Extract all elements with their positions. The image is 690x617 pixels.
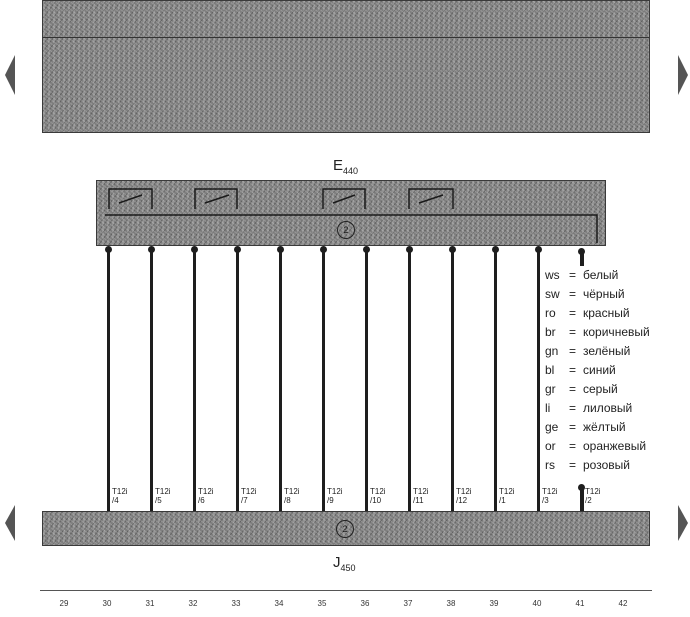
ruler-tick: 39: [489, 599, 499, 608]
legend-code: gn: [545, 344, 559, 358]
legend-row: [545, 437, 650, 456]
page-ruler-line: [40, 590, 652, 591]
legend-eq: =: [569, 363, 577, 377]
legend-name: жёлтый: [583, 420, 626, 434]
legend-name: красный: [583, 306, 630, 320]
pin-connector: T12i: [456, 487, 472, 496]
pin-number: /8: [284, 496, 291, 505]
pin-connector: T12i: [155, 487, 171, 496]
pin-label-8: [413, 487, 429, 505]
ruler-tick: 34: [274, 599, 284, 608]
pin-connector: T12i: [499, 487, 515, 496]
switch-4-contact: [419, 195, 443, 203]
legend-eq: =: [569, 268, 577, 282]
pin-label-11: [542, 487, 558, 505]
pin-number: /5: [155, 496, 162, 505]
legend-row: [545, 266, 650, 285]
j450-control-unit-block: [42, 511, 650, 546]
legend-eq: =: [569, 382, 577, 396]
switch-2-contact: [205, 195, 229, 203]
pin-label-9: [456, 487, 472, 505]
legend-code: br: [545, 325, 556, 339]
pin-connector: T12i: [413, 487, 429, 496]
legend-eq: =: [569, 325, 577, 339]
pin-label-1: [112, 487, 128, 505]
legend-name: коричневый: [583, 325, 650, 339]
wire-8: [408, 250, 411, 512]
wire-12-lower: [580, 488, 584, 512]
e-block-marker: 2: [337, 221, 355, 239]
pin-number: /7: [241, 496, 248, 505]
pin-number: /1: [499, 496, 506, 505]
wire-4: [236, 250, 239, 512]
next-page-arrow-bottom-icon[interactable]: [678, 505, 688, 541]
j-block-marker: 2: [336, 520, 354, 538]
component-j-name: J: [333, 554, 341, 571]
ruler-tick: 35: [317, 599, 327, 608]
legend-code: or: [545, 439, 556, 453]
legend-name: оранжевый: [583, 439, 647, 453]
pin-connector: T12i: [370, 487, 386, 496]
pin-connector: T12i: [542, 487, 558, 496]
legend-eq: =: [569, 439, 577, 453]
pin-label-5: [284, 487, 300, 505]
switch-1-contact: [119, 195, 142, 203]
wire-12: [580, 252, 584, 266]
pin-label-10: [499, 487, 515, 505]
wire-3: [193, 250, 196, 512]
legend-row: [545, 304, 650, 323]
legend-row: [545, 380, 650, 399]
wire-2: [150, 250, 153, 512]
ruler-tick: 36: [360, 599, 370, 608]
ruler-tick: 29: [59, 599, 69, 608]
wire-1: [107, 250, 110, 512]
legend-eq: =: [569, 344, 577, 358]
legend-row: [545, 456, 650, 475]
e440-switch-block: [96, 180, 606, 246]
wire-10: [494, 250, 497, 512]
switch-3-contact: [333, 195, 355, 203]
pin-label-7: [370, 487, 386, 505]
pin-label-4: [241, 487, 257, 505]
wire-7: [365, 250, 368, 512]
pin-connector: T12i: [241, 487, 257, 496]
legend-row: [545, 361, 650, 380]
component-e-sub: 440: [343, 166, 359, 176]
wire-11: [537, 250, 540, 512]
ruler-tick: 30: [102, 599, 112, 608]
pin-number: /6: [198, 496, 205, 505]
wire-5: [279, 250, 282, 512]
ruler-tick: 31: [145, 599, 155, 608]
legend-name: лиловый: [583, 401, 633, 415]
ruler-tick: 40: [532, 599, 542, 608]
legend-code: li: [545, 401, 551, 415]
top-component-block: [42, 0, 650, 133]
legend-name: чёрный: [583, 287, 625, 301]
ruler-tick: 37: [403, 599, 413, 608]
legend-name: синий: [583, 363, 616, 377]
pin-label-12: [585, 487, 601, 505]
legend-name: розовый: [583, 458, 630, 472]
pin-label-3: [198, 487, 214, 505]
legend-code: rs: [545, 458, 555, 472]
legend-eq: =: [569, 306, 577, 320]
legend-code: ro: [545, 306, 556, 320]
component-j-sub: 450: [340, 563, 356, 573]
legend-row: [545, 323, 650, 342]
pin-connector: T12i: [198, 487, 214, 496]
ruler-tick: 42: [618, 599, 628, 608]
prev-page-arrow-icon[interactable]: [5, 55, 15, 95]
legend-eq: =: [569, 401, 577, 415]
legend-code: ge: [545, 420, 559, 434]
pin-number: /10: [370, 496, 382, 505]
top-block-wire: [43, 37, 649, 38]
legend-eq: =: [569, 420, 577, 434]
legend-row: [545, 342, 650, 361]
legend-row: [545, 399, 650, 418]
pin-number: /2: [585, 496, 592, 505]
legend-eq: =: [569, 458, 577, 472]
pin-number: /4: [112, 496, 119, 505]
component-label-j450: [333, 554, 356, 573]
pin-number: /12: [456, 496, 468, 505]
legend-code: bl: [545, 363, 555, 377]
wire-6: [322, 250, 325, 512]
legend-name: белый: [583, 268, 619, 282]
prev-page-arrow-bottom-icon[interactable]: [5, 505, 15, 541]
legend-code: gr: [545, 382, 556, 396]
wire-9: [451, 250, 454, 512]
pin-label-2: [155, 487, 171, 505]
pin-connector: T12i: [284, 487, 300, 496]
pin-connector: T12i: [327, 487, 343, 496]
next-page-arrow-icon[interactable]: [678, 55, 688, 95]
pin-number: /3: [542, 496, 549, 505]
legend-code: ws: [545, 268, 560, 282]
ruler-tick: 32: [188, 599, 198, 608]
legend-row: [545, 285, 650, 304]
legend-name: серый: [583, 382, 618, 396]
pin-connector: T12i: [112, 487, 128, 496]
ruler-tick: 33: [231, 599, 241, 608]
switch-symbols: [97, 181, 607, 247]
legend-name: зелёный: [583, 344, 631, 358]
pin-number: /9: [327, 496, 334, 505]
pin-connector: T12i: [585, 487, 601, 496]
pin-number: /11: [413, 496, 424, 505]
color-legend: [545, 266, 650, 475]
ruler-tick: 38: [446, 599, 456, 608]
legend-code: sw: [545, 287, 560, 301]
legend-eq: =: [569, 287, 577, 301]
legend-row: [545, 418, 650, 437]
component-label-e440: [333, 157, 358, 176]
component-e-name: E: [333, 157, 344, 174]
ruler-tick: 41: [575, 599, 585, 608]
pin-label-6: [327, 487, 343, 505]
